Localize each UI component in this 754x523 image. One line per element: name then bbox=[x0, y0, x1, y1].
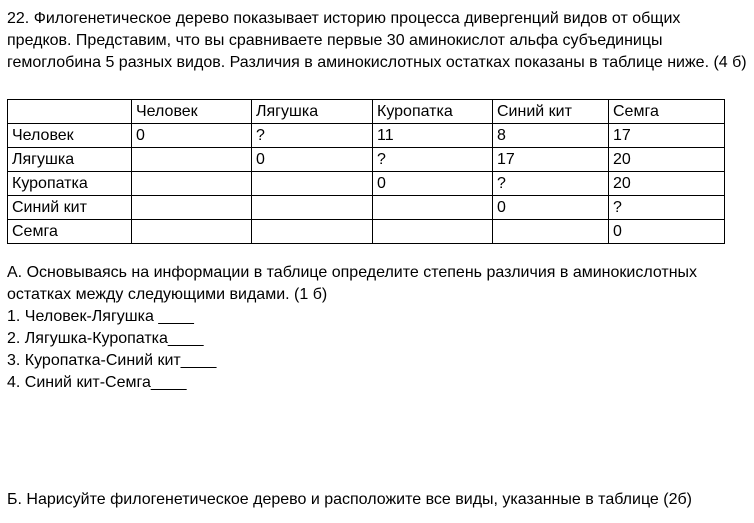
row-label: Человек bbox=[8, 124, 132, 148]
table-cell: 0 bbox=[609, 220, 725, 244]
table-row bbox=[8, 196, 725, 220]
table-cell bbox=[493, 220, 609, 244]
header-cell-corner bbox=[8, 100, 132, 124]
section-a bbox=[7, 262, 747, 394]
table-cell: 0 bbox=[493, 196, 609, 220]
answer-item: 1. Человек-Лягушка ____ bbox=[7, 308, 194, 325]
table-cell: 0 bbox=[252, 148, 373, 172]
header-cell: Синий кит bbox=[493, 100, 609, 124]
table-cell: ? bbox=[609, 196, 725, 220]
table-cell bbox=[132, 196, 252, 220]
section-b-prompt: Б. Нарисуйте филогенетическое дерево и расположите все виды, указанные в таблице (2б) bbox=[7, 491, 692, 508]
table-cell: 17 bbox=[609, 124, 725, 148]
answer-item: 4. Синий кит-Семга____ bbox=[7, 374, 187, 391]
table-cell: 17 bbox=[493, 148, 609, 172]
table-cell bbox=[132, 148, 252, 172]
table-cell bbox=[252, 172, 373, 196]
table-cell: ? bbox=[493, 172, 609, 196]
answer-item: 2. Лягушка-Куропатка____ bbox=[7, 330, 204, 347]
table-cell bbox=[252, 196, 373, 220]
header-cell: Человек bbox=[132, 100, 252, 124]
question-intro: 22. Филогенетическое дерево показывает историю процесса дивергенций видов от общих предков. Представим, что вы сравниваете первые 30 аминокислот альфа субъединицы гемоглобина 5 разных видов. Различия в аминокислотных остатках показаны в таблице ниже. (4 б) bbox=[7, 10, 747, 71]
section-a-prompt: А. Основываясь на информации в таблице определите степень различия в аминокислотных остатках между следующими видами. (1 б) bbox=[7, 264, 698, 303]
table-cell: 20 bbox=[609, 172, 725, 196]
row-label: Лягушка bbox=[8, 148, 132, 172]
table-cell: ? bbox=[252, 124, 373, 148]
row-label: Куропатка bbox=[8, 172, 132, 196]
answer-item: 3. Куропатка-Синий кит____ bbox=[7, 352, 217, 369]
table-cell bbox=[252, 220, 373, 244]
table-cell: 0 bbox=[132, 124, 252, 148]
table-cell: 11 bbox=[373, 124, 493, 148]
table-row bbox=[8, 148, 725, 172]
table-cell: 20 bbox=[609, 148, 725, 172]
table-cell: 0 bbox=[373, 172, 493, 196]
header-cell: Семга bbox=[609, 100, 725, 124]
header-cell: Куропатка bbox=[373, 100, 493, 124]
row-label: Синий кит bbox=[8, 196, 132, 220]
table-row bbox=[8, 220, 725, 244]
table-row bbox=[8, 172, 725, 196]
table-cell bbox=[373, 196, 493, 220]
difference-table bbox=[7, 99, 725, 244]
table-cell bbox=[373, 220, 493, 244]
table-cell bbox=[132, 220, 252, 244]
table-cell bbox=[132, 172, 252, 196]
table-header-row bbox=[8, 100, 725, 124]
row-label: Семга bbox=[8, 220, 132, 244]
table-cell: ? bbox=[373, 148, 493, 172]
table-row bbox=[8, 124, 725, 148]
table-cell: 8 bbox=[493, 124, 609, 148]
header-cell: Лягушка bbox=[252, 100, 373, 124]
